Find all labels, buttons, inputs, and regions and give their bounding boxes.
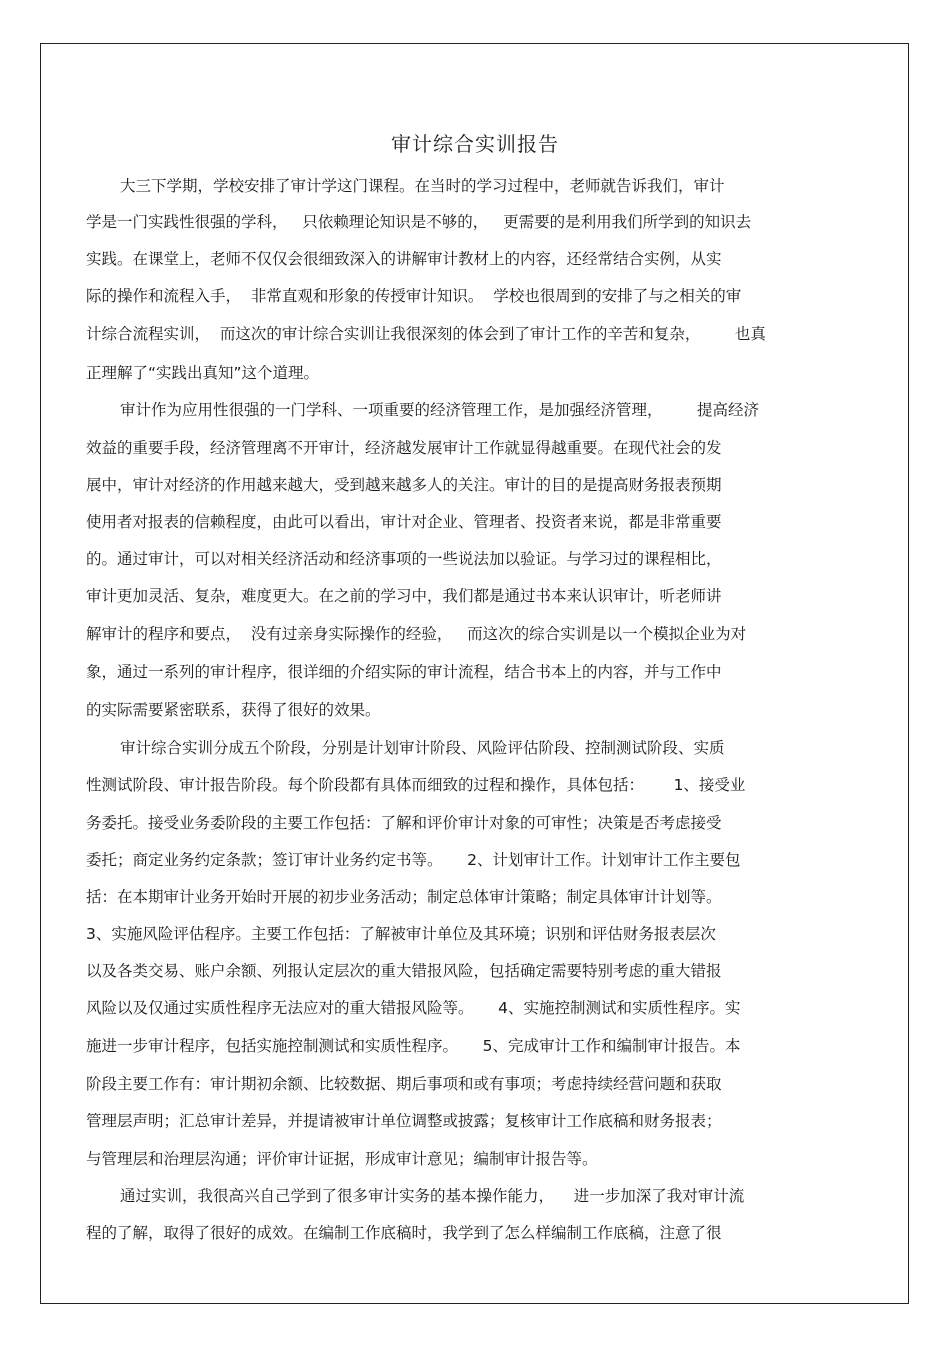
paragraph-line: 的。通过审计，可以对相关经济活动和经济事项的一些说法加以验证。与学习过的课程相比， [86, 550, 722, 568]
paragraph-line: 审计作为应用性很强的一门学科、一项重要的经济管理工作，是加强经济管理， 提高经济 [120, 401, 759, 419]
paragraph-line: 性测试阶段、审计报告阶段。每个阶段都有具体而细致的过程和操作，具体包括： 1、接受业 [86, 776, 746, 794]
paragraph-line: 效益的重要手段，经济管理离不开审计，经济越发展审计工作就显得越重要。在现代社会的发 [86, 439, 722, 457]
paragraph-line: 括：在本期审计业务开始时开展的初步业务活动；制定总体审计策略；制定具体审计计划等。 [86, 888, 722, 906]
paragraph-line: 正理解了“实践出真知”这个道理。 [86, 364, 320, 382]
paragraph-line: 施进一步审计程序，包括实施控制测试和实质性程序。 5、完成审计工作和编制审计报告。本 [86, 1037, 741, 1055]
paragraph-line: 使用者对报表的信赖程度，由此可以看出，审计对企业、管理者、投资者来说，都是非常重要 [86, 513, 722, 531]
paragraph-line: 阶段主要工作有：审计期初余额、比较数据、期后事项和或有事项；考虑持续经营问题和获取 [86, 1075, 722, 1093]
paragraph-line: 风险以及仅通过实质性程序无法应对的重大错报风险等。 4、实施控制测试和实质性程序。实 [86, 999, 741, 1017]
paragraph-line: 审计综合实训分成五个阶段，分别是计划审计阶段、风险评估阶段、控制测试阶段、实质 [120, 739, 725, 757]
paragraph-line: 解审计的程序和要点， 没有过亲身实际操作的经验， 而这次的综合实训是以一个模拟企业为对 [86, 625, 747, 643]
paragraph-line: 大三下学期，学校安排了审计学这门课程。在当时的学习过程中，老师就告诉我们，审计 [120, 177, 725, 195]
paragraph-line: 学是一门实践性很强的学科， 只依赖理论知识是不够的， 更需要的是利用我们所学到的知识去 [86, 213, 752, 231]
paragraph-line: 通过实训，我很高兴自己学到了很多审计实务的基本操作能力， 进一步加深了我对审计流 [120, 1187, 745, 1205]
paragraph-line: 管理层声明；汇总审计差异，并提请被审计单位调整或披露；复核审计工作底稿和财务报表； [86, 1112, 722, 1130]
paragraph-line: 实践。在课堂上，老师不仅仅会很细致深入的讲解审计教材上的内容，还经常结合实例，从实 [86, 250, 722, 268]
paragraph-line: 的实际需要紧密联系，获得了很好的效果。 [86, 701, 381, 719]
paragraph-line: 象，通过一系列的审计程序，很详细的介绍实际的审计流程，结合书本上的内容，并与工作中 [86, 663, 722, 681]
paragraph-line: 与管理层和治理层沟通；评价审计证据，形成审计意见；编制审计报告等。 [86, 1150, 598, 1168]
paragraph-line: 际的操作和流程入手， 非常直观和形象的传授审计知识。 学校也很周到的安排了与之相关的审 [86, 287, 742, 305]
page-title: 审计综合实训报告 [391, 132, 559, 156]
paragraph-line: 以及各类交易、账户余额、列报认定层次的重大错报风险，包括确定需要特别考虑的重大错报 [86, 962, 722, 980]
paragraph-line: 委托；商定业务约定条款；签订审计业务约定书等。 2、计划审计工作。计划审计工作主要包 [86, 851, 741, 869]
paragraph-line: 计综合流程实训， 而这次的审计综合实训让我很深刻的体会到了审计工作的辛苦和复杂， 也真 [86, 325, 766, 343]
paragraph-line: 审计更加灵活、复杂，难度更大。在之前的学习中，我们都是通过书本来认识审计，听老师讲 [86, 587, 722, 605]
paragraph-line: 程的了解，取得了很好的成效。在编制工作底稿时，我学到了怎么样编制工作底稿，注意了很 [86, 1224, 722, 1242]
paragraph-line: 展中，审计对经济的作用越来越大，受到越来越多人的关注。审计的目的是提高财务报表预期 [86, 476, 722, 494]
paragraph-line: 务委托。接受业务委阶段的主要工作包括：了解和评价审计对象的可审性；决策是否考虑接受 [86, 814, 722, 832]
paragraph-line: 3、实施风险评估程序。主要工作包括：了解被审计单位及其环境；识别和评估财务报表层次 [86, 925, 716, 943]
